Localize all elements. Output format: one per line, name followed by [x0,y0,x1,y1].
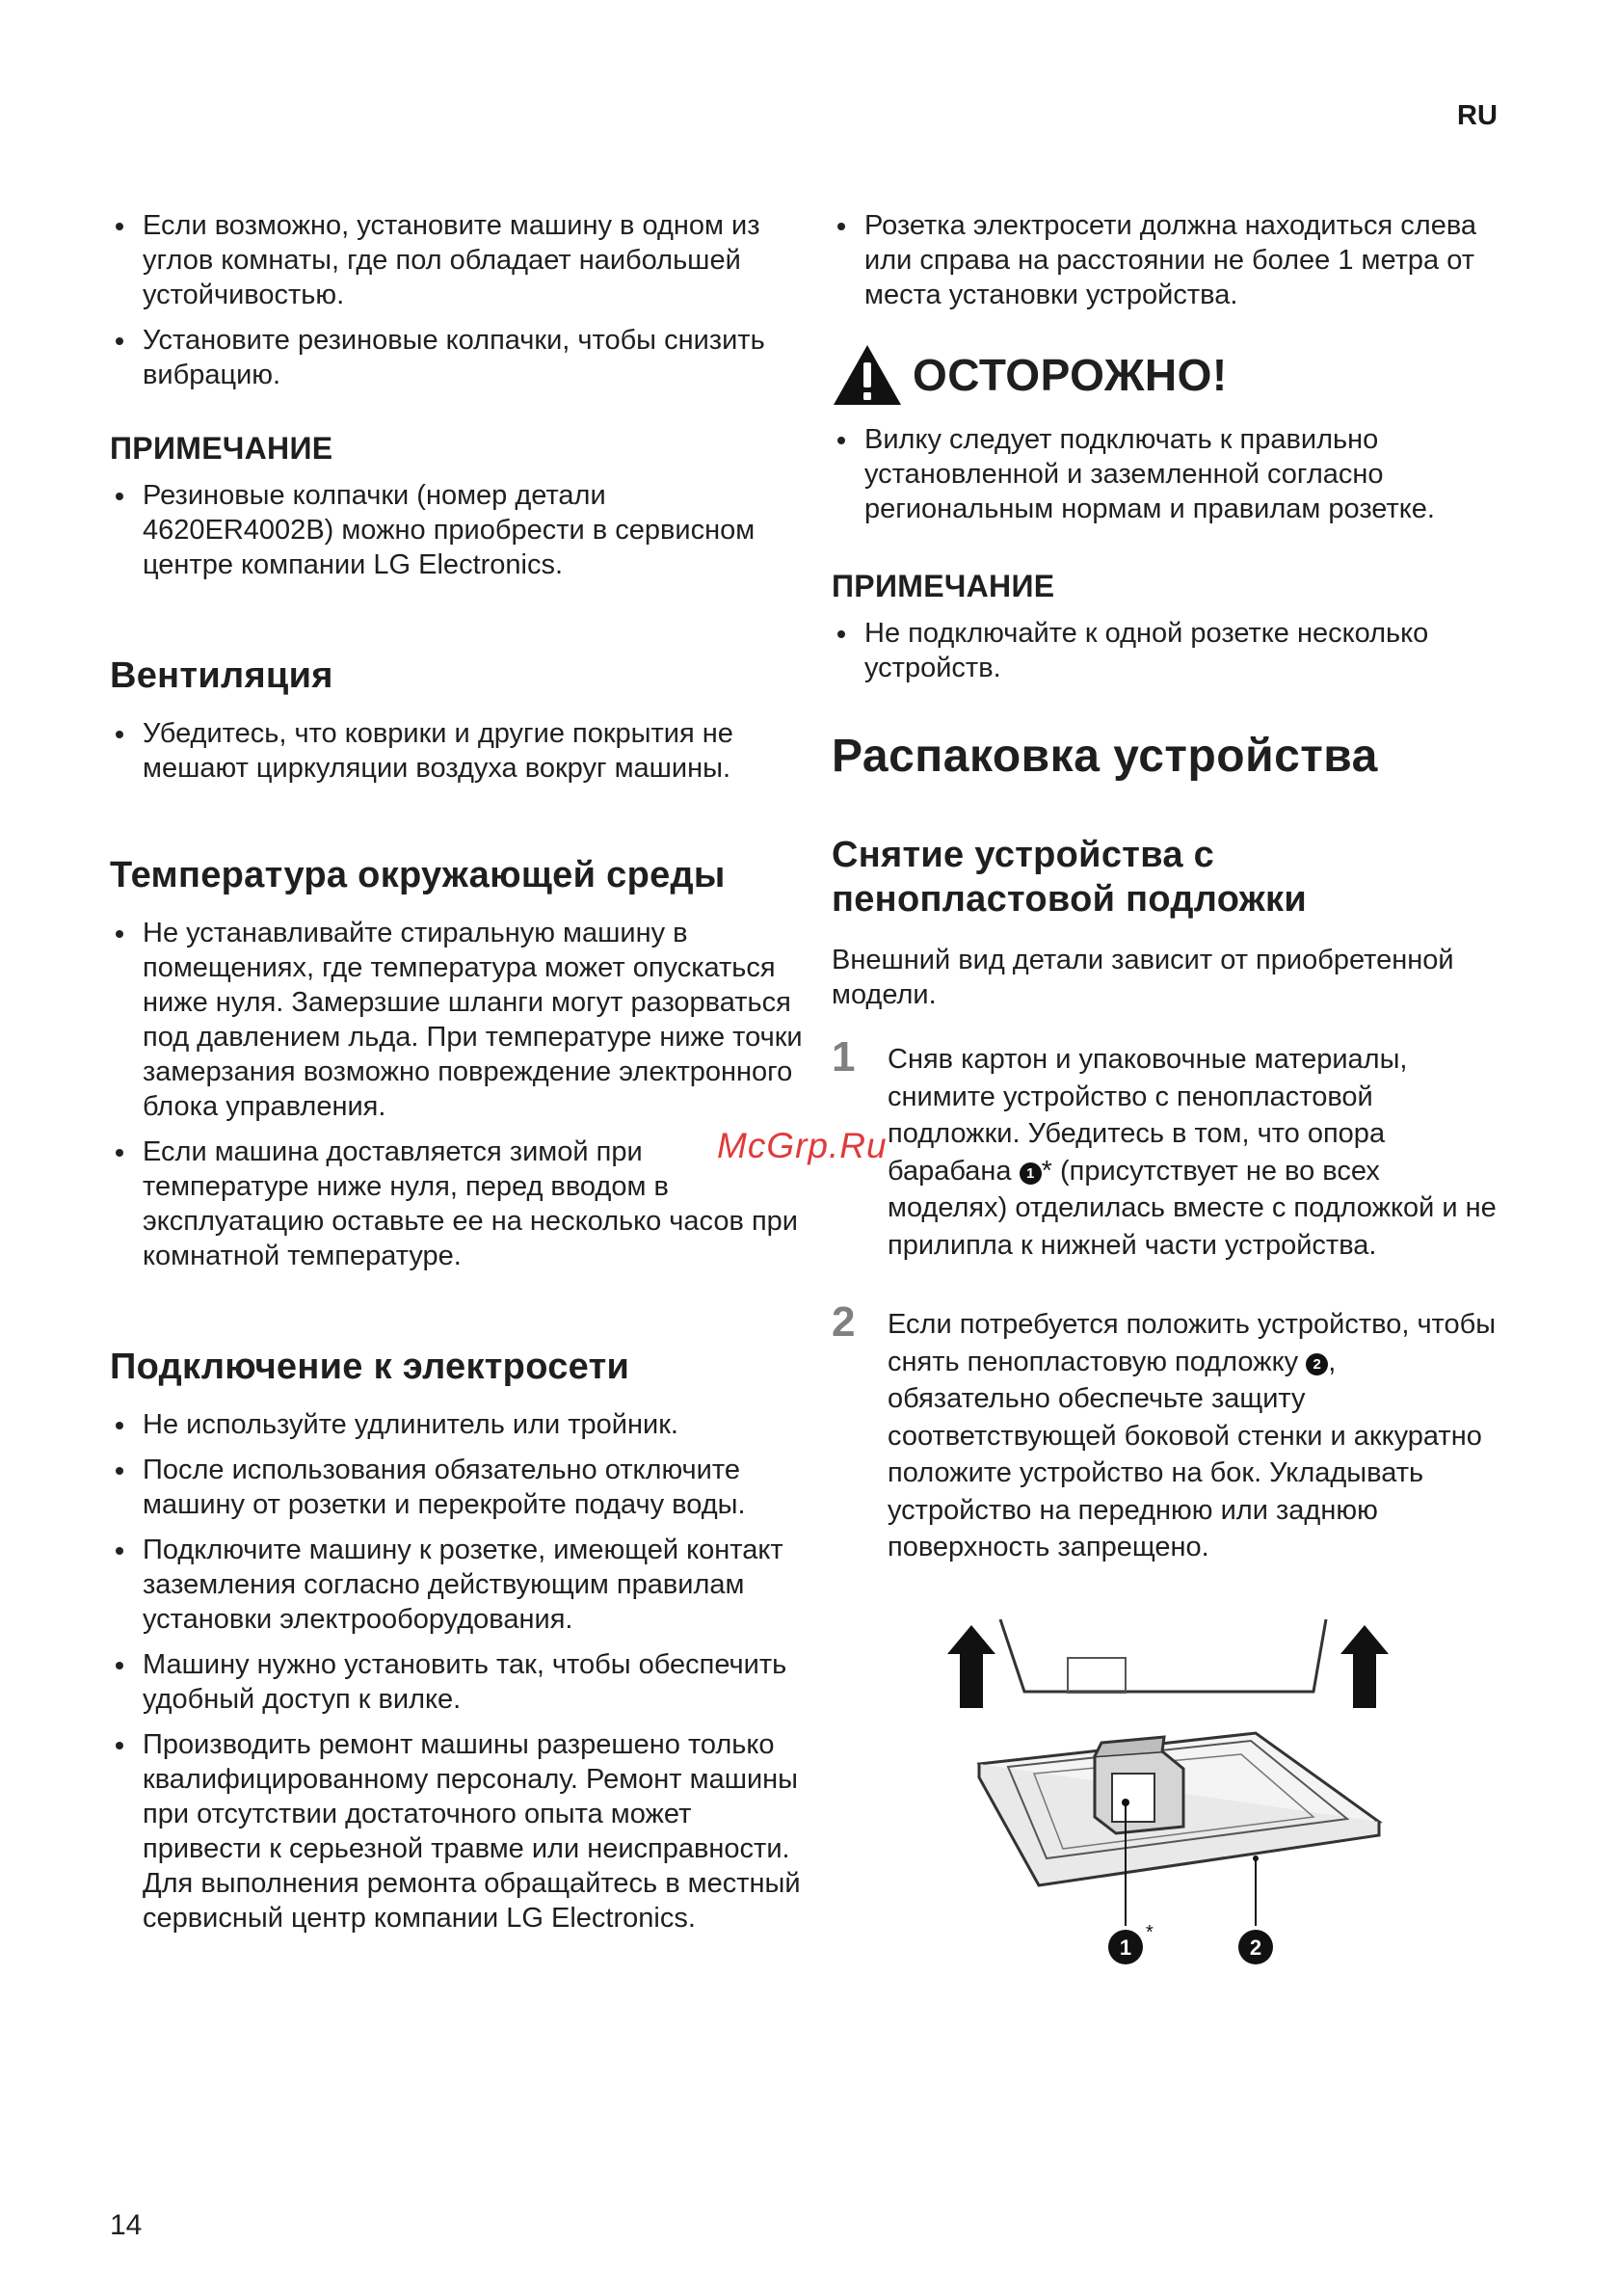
intro-bullets [110,208,804,392]
temperature-heading: Температура окружающей среды [110,855,726,895]
ventilation-heading: Вентиляция [110,655,333,696]
foam-removal-heading-line: Снятие устройства с [832,835,1215,875]
step-number: 2 [832,1298,856,1346]
right-column [832,208,1506,1566]
marker-1-icon: 1 [1020,1162,1042,1185]
note-heading: ПРИМЕЧАНИЕ [110,431,333,466]
list-item: Если машина доставляется зимой при температуре ниже нуля, перед вводом в эксплуатацию оставьте ее на несколько часов при комнатной температуре. [110,1135,804,1273]
socket-bullets [832,208,1506,312]
unpacking-title: Распаковка устройства [832,731,1378,782]
lift-arrow-right-icon [1340,1625,1389,1708]
note-heading: ПРИМЕЧАНИЕ [832,569,1055,603]
ventilation-bullets [110,716,804,786]
list-item: Убедитесь, что коврики и другие покрытия не мешают циркуляции воздуха вокруг машины. [110,716,804,786]
unpacking-illustration [923,1619,1405,1976]
list-item: Установите резиновые колпачки, чтобы снизить вибрацию. [110,323,804,392]
marker-2-icon: 2 [1306,1353,1328,1375]
intro-paragraph: Внешний вид детали зависит от приобретенной модели. [832,945,1454,1010]
step-2 [832,1298,1506,1566]
list-item: Розетка электросети должна находиться слева или справа на расстоянии не более 1 метра от места установки устройства. [832,208,1506,312]
step-text: Если потребуется положить устройство, чтобы снять пенопластовую подложку [888,1309,1497,1377]
list-item: Производить ремонт машины разрешено только квалифицированному персоналу. Ремонт машины при отсутствии достаточного опыта может привести к серьезной травме или неисправности. Для выполнения ремонта обращайтесь в местный сервисный центр компании LG Electronics. [110,1727,804,1936]
list-item: Если возможно, установите машину в одном из углов комнаты, где пол обладает наибольшей устойчивостью. [110,208,804,312]
language-code: RU [1457,100,1498,131]
step-text: Сняв картон и упаковочные материалы, снимите устройство с пенопластовой подложки. Убедитесь в том, что опора барабана [888,1044,1408,1187]
list-item: Не используйте удлинитель или тройник. [110,1407,804,1442]
note-bullets [110,478,804,582]
lift-arrow-left-icon [947,1625,995,1708]
step-number: 1 [832,1033,856,1081]
left-column [110,208,804,1946]
caution-title: ОСТОРОЖНО! [913,350,1228,400]
power-bullets [110,1407,804,1936]
list-item: Не устанавливайте стиральную машину в помещениях, где температура может опускаться ниже нуля. Замерзшие шланги могут разорваться под давлением льда. При температуре ниже точки замерзания возможно повреждение электронного блока управления. [110,916,804,1124]
list-item: Машину нужно установить так, чтобы обеспечить удобный доступ к вилке. [110,1647,804,1717]
note-bullets [832,616,1506,685]
caution-bullets [832,422,1506,526]
callout-1-asterisk: * [1146,1922,1154,1943]
foam-removal-heading-line: пенопластовой подложки [832,879,1307,920]
temperature-bullets [110,916,804,1273]
list-item: Вилку следует подключать к правильно установленной и заземленной согласно региональным нормам и правилам розетке. [832,422,1506,526]
foam-removal-heading [832,833,1506,921]
washer-on-foam-base-figure [923,1619,1405,1976]
page-number: 14 [110,2209,143,2241]
caution-heading [832,343,1506,407]
list-item: Резиновые колпачки (номер детали 4620ER4002B) можно приобрести в сервисном центре компании LG Electronics. [110,478,804,582]
list-item: После использования обязательно отключите машину от розетки и перекройте подачу воды. [110,1453,804,1522]
step-1 [832,1033,1506,1264]
callout-2-label: 2 [1249,1936,1262,1960]
callout-1-label: 1 [1119,1936,1132,1960]
list-item: Не подключайте к одной розетке несколько устройств. [832,616,1506,685]
power-heading: Подключение к электросети [110,1347,630,1387]
list-item: Подключите машину к розетке, имеющей контакт заземления согласно действующим правилам установки электрооборудования. [110,1533,804,1637]
warning-triangle-icon [832,343,903,407]
step-text: * (присутствует не во всех моделях) отделилась вместе с подложкой и не прилипла к нижней части устройства. [888,1155,1497,1261]
step-text: , обязательно обеспечьте защиту соответствующей боковой стенки и аккуратно положите устройство на бок. Укладывать устройство на переднюю или заднюю поверхность запрещено. [888,1346,1482,1562]
watermark: McGrp.Ru [717,1126,888,1165]
